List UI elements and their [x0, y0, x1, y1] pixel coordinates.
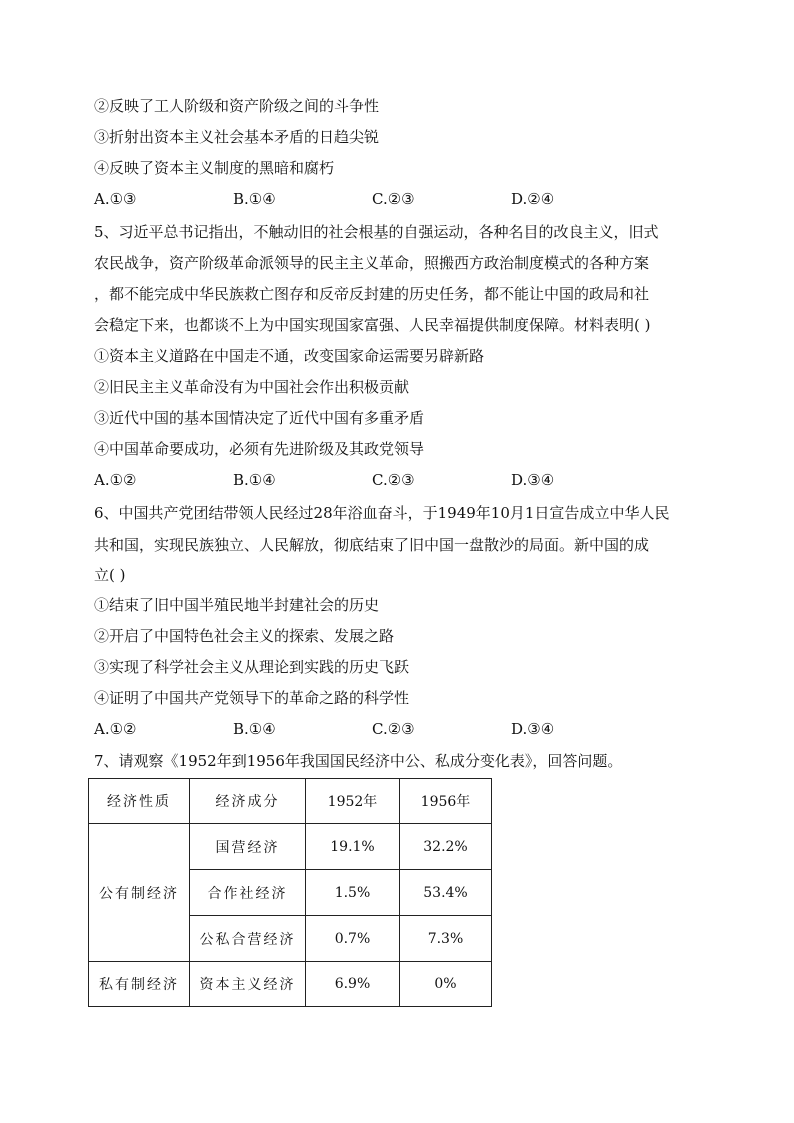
- q4-option-d[interactable]: D.②④: [511, 190, 555, 208]
- public-ownership-label: 公有制经济: [89, 824, 190, 962]
- table-row: [89, 824, 492, 870]
- q4-item-3: ③折射出资本主义社会基本矛盾的日趋尖锐: [94, 128, 380, 146]
- q7-prompt: 7、请观察《1952年到1956年我国国民经济中公、私成分变化表》，回答问题。: [94, 752, 623, 770]
- q5-item-1: ①资本主义道路在中国走不通，改变国家命运需要另辟新路: [94, 347, 485, 365]
- value-1952-cell: 0.7%: [306, 916, 400, 962]
- q5-option-a[interactable]: A.①②: [94, 471, 137, 489]
- q4-item-2: ②反映了工人阶级和资产阶级之间的斗争性: [94, 97, 380, 115]
- economy-composition-table: [88, 778, 492, 1007]
- q6-stem-line-3: 立( ): [94, 566, 126, 584]
- value-1952-cell: 19.1%: [306, 824, 400, 870]
- value-1956-cell: 53.4%: [400, 870, 492, 916]
- table-header-row: [89, 779, 492, 824]
- component-cell: 公私合营经济: [190, 916, 306, 962]
- component-cell: 资本主义经济: [190, 962, 306, 1007]
- value-1952-cell: 1.5%: [306, 870, 400, 916]
- q5-option-d[interactable]: D.③④: [511, 471, 555, 489]
- header-1956: 1956年: [400, 779, 492, 824]
- q6-option-b[interactable]: B.①④: [233, 720, 276, 738]
- q5-stem-line-2: 农民战争，资产阶级革命派领导的民主主义革命，照搬西方政治制度模式的各种方案: [94, 254, 650, 272]
- q6-item-2: ②开启了中国特色社会主义的探索、发展之路: [94, 627, 395, 645]
- q6-option-a[interactable]: A.①②: [94, 720, 137, 738]
- component-cell: 国营经济: [190, 824, 306, 870]
- q6-item-4: ④证明了中国共产党领导下的革命之路的科学性: [94, 689, 410, 707]
- q6-stem-line-2: 共和国，实现民族独立、人民解放，彻底结束了旧中国一盘散沙的局面。新中国的成: [94, 536, 650, 554]
- header-component: 经济成分: [190, 779, 306, 824]
- value-1956-cell: 32.2%: [400, 824, 492, 870]
- q5-item-4: ④中国革命要成功，必须有先进阶级及其政党领导: [94, 440, 425, 458]
- q5-stem-line-1: 5、习近平总书记指出，不触动旧的社会根基的自强运动，各种名目的改良主义，旧式: [94, 223, 659, 241]
- header-1952: 1952年: [306, 779, 400, 824]
- component-cell: 合作社经济: [190, 870, 306, 916]
- q4-item-4: ④反映了资本主义制度的黑暗和腐朽: [94, 159, 335, 177]
- q5-item-2: ②旧民主主义革命没有为中国社会作出积极贡献: [94, 378, 410, 396]
- q4-option-a[interactable]: A.①③: [94, 190, 137, 208]
- q5-option-c[interactable]: C.②③: [372, 471, 415, 489]
- q5-stem-line-4: 会稳定下来，也都谈不上为中国实现国家富强、人民幸福提供制度保障。材料表明( ): [94, 316, 651, 334]
- q6-item-3: ③实现了科学社会主义从理论到实践的历史飞跃: [94, 658, 410, 676]
- value-1952-cell: 6.9%: [306, 962, 400, 1007]
- value-1956-cell: 7.3%: [400, 916, 492, 962]
- q5-item-3: ③近代中国的基本国情决定了近代中国有多重矛盾: [94, 409, 425, 427]
- q6-option-c[interactable]: C.②③: [372, 720, 415, 738]
- q6-item-1: ①结束了旧中国半殖民地半封建社会的历史: [94, 596, 380, 614]
- table-row: [89, 962, 492, 1007]
- value-1956-cell: 0%: [400, 962, 492, 1007]
- q5-option-b[interactable]: B.①④: [233, 471, 276, 489]
- header-nature: 经济性质: [89, 779, 190, 824]
- q4-option-b[interactable]: B.①④: [233, 190, 276, 208]
- q6-stem-line-1: 6、中国共产党团结带领人民经过28年浴血奋斗，于1949年10月1日宣告成立中华人民: [94, 504, 670, 522]
- private-ownership-label: 私有制经济: [89, 962, 190, 1007]
- q4-option-c[interactable]: C.②③: [372, 190, 415, 208]
- q6-option-d[interactable]: D.③④: [511, 720, 555, 738]
- q5-stem-line-3: ，都不能完成中华民族救亡图存和反帝反封建的历史任务，都不能让中国的政局和社: [94, 285, 650, 303]
